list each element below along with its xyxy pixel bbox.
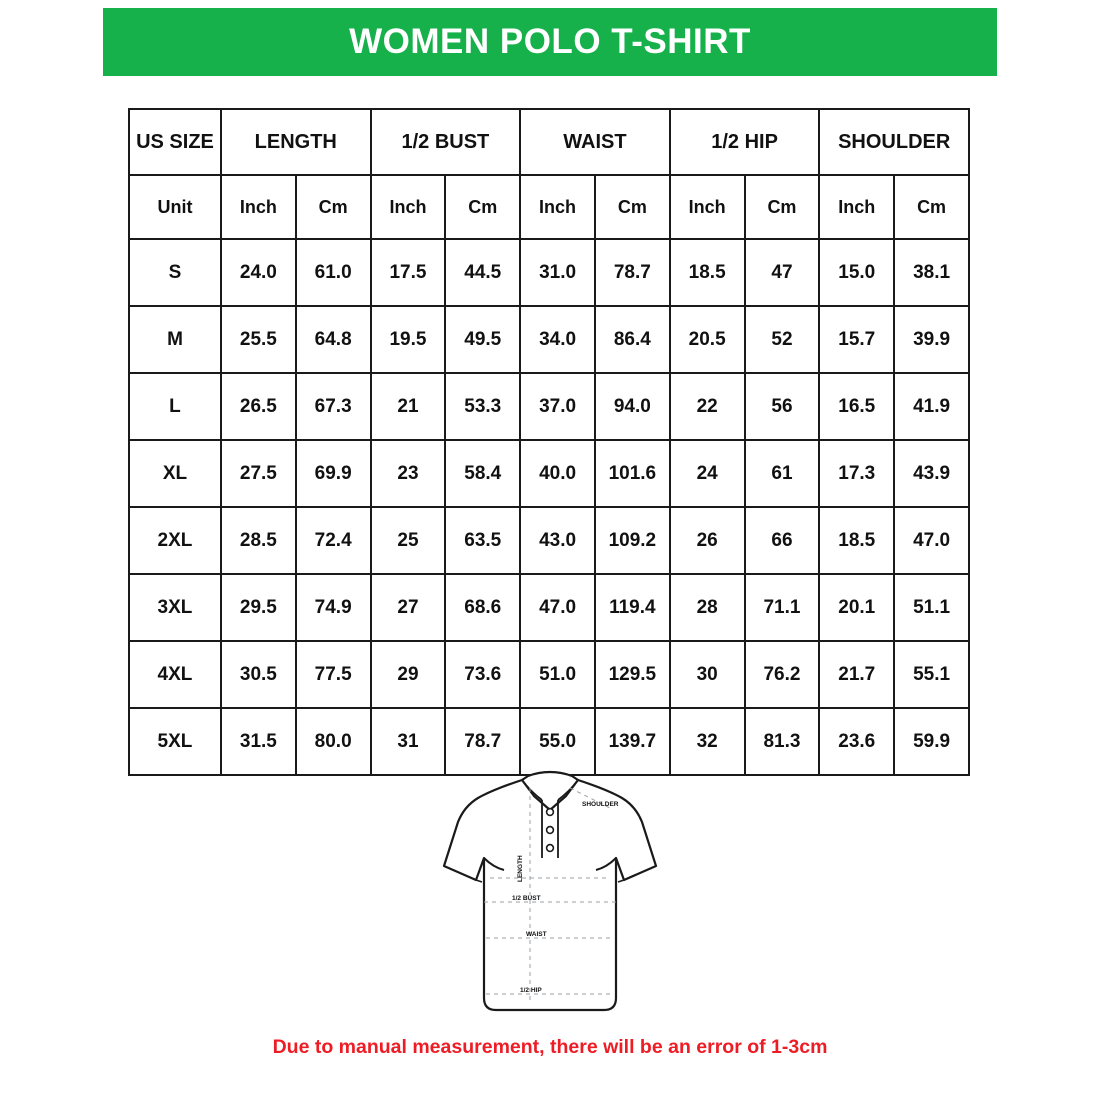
cell-waist-cm: 101.6: [595, 440, 670, 507]
cell-shoulder-cm: 59.9: [894, 708, 969, 775]
cell-length-inch: 28.5: [221, 507, 296, 574]
cell-shoulder-inch: 15.0: [819, 239, 894, 306]
cell-length-cm: 67.3: [296, 373, 371, 440]
cell-waist-cm: 119.4: [595, 574, 670, 641]
size-table-container: [128, 108, 970, 776]
unit-waist-cm: Cm: [595, 175, 670, 239]
cell-half-bust-cm: 68.6: [445, 574, 520, 641]
cell-waist-inch: 34.0: [520, 306, 595, 373]
cell-shoulder-cm: 51.1: [894, 574, 969, 641]
cell-half-hip-inch: 30: [670, 641, 745, 708]
row-size-label: 3XL: [129, 574, 221, 641]
cell-length-inch: 31.5: [221, 708, 296, 775]
unit-half-bust-inch: Inch: [371, 175, 446, 239]
title-banner: [103, 8, 997, 76]
cell-waist-inch: 37.0: [520, 373, 595, 440]
table-row: [129, 239, 969, 306]
unit-row-label: Unit: [129, 175, 221, 239]
cell-shoulder-cm: 55.1: [894, 641, 969, 708]
cell-half-bust-inch: 31: [371, 708, 446, 775]
unit-shoulder-cm: Cm: [894, 175, 969, 239]
label-shoulder: SHOULDER: [582, 801, 619, 808]
cell-shoulder-cm: 39.9: [894, 306, 969, 373]
cell-waist-cm: 139.7: [595, 708, 670, 775]
cell-half-bust-inch: 29: [371, 641, 446, 708]
size-table: [128, 108, 970, 776]
cell-length-inch: 29.5: [221, 574, 296, 641]
header-group-waist: WAIST: [520, 109, 670, 175]
cell-half-bust-cm: 49.5: [445, 306, 520, 373]
label-half-hip: 1/2 HIP: [520, 987, 542, 994]
cell-half-hip-cm: 71.1: [745, 574, 820, 641]
header-group-shoulder: SHOULDER: [819, 109, 969, 175]
cell-half-bust-cm: 44.5: [445, 239, 520, 306]
cell-length-inch: 27.5: [221, 440, 296, 507]
cell-waist-cm: 129.5: [595, 641, 670, 708]
cell-length-cm: 80.0: [296, 708, 371, 775]
cell-shoulder-cm: 41.9: [894, 373, 969, 440]
table-row: [129, 440, 969, 507]
header-group-half-bust: 1/2 BUST: [371, 109, 521, 175]
cell-half-hip-cm: 61: [745, 440, 820, 507]
row-size-label: S: [129, 239, 221, 306]
cell-length-cm: 61.0: [296, 239, 371, 306]
cell-shoulder-inch: 17.3: [819, 440, 894, 507]
table-row: [129, 574, 969, 641]
table-row: [129, 641, 969, 708]
cell-half-bust-inch: 21: [371, 373, 446, 440]
cell-waist-cm: 78.7: [595, 239, 670, 306]
row-size-label: L: [129, 373, 221, 440]
cell-waist-inch: 31.0: [520, 239, 595, 306]
cell-waist-inch: 51.0: [520, 641, 595, 708]
cell-half-hip-inch: 18.5: [670, 239, 745, 306]
cell-half-bust-cm: 58.4: [445, 440, 520, 507]
cell-length-inch: 30.5: [221, 641, 296, 708]
row-size-label: 4XL: [129, 641, 221, 708]
label-half-bust: 1/2 BUST: [512, 895, 541, 902]
cell-shoulder-cm: 47.0: [894, 507, 969, 574]
cell-half-bust-inch: 27: [371, 574, 446, 641]
shirt-diagram: [430, 762, 670, 1024]
cell-length-cm: 69.9: [296, 440, 371, 507]
table-body: [129, 239, 969, 775]
cell-shoulder-inch: 23.6: [819, 708, 894, 775]
table-row: [129, 507, 969, 574]
cell-half-hip-cm: 76.2: [745, 641, 820, 708]
cell-length-inch: 24.0: [221, 239, 296, 306]
cell-half-bust-inch: 19.5: [371, 306, 446, 373]
page-title: WOMEN POLO T-SHIRT: [349, 22, 751, 61]
cell-half-bust-inch: 17.5: [371, 239, 446, 306]
cell-length-cm: 64.8: [296, 306, 371, 373]
cell-waist-inch: 40.0: [520, 440, 595, 507]
unit-half-hip-inch: Inch: [670, 175, 745, 239]
cell-waist-inch: 43.0: [520, 507, 595, 574]
cell-shoulder-cm: 43.9: [894, 440, 969, 507]
cell-waist-cm: 86.4: [595, 306, 670, 373]
cell-shoulder-inch: 16.5: [819, 373, 894, 440]
cell-half-bust-cm: 78.7: [445, 708, 520, 775]
unit-length-inch: Inch: [221, 175, 296, 239]
cell-half-bust-cm: 63.5: [445, 507, 520, 574]
cell-length-inch: 25.5: [221, 306, 296, 373]
cell-shoulder-inch: 20.1: [819, 574, 894, 641]
cell-half-hip-inch: 22: [670, 373, 745, 440]
unit-half-bust-cm: Cm: [445, 175, 520, 239]
cell-half-bust-inch: 23: [371, 440, 446, 507]
cell-half-bust-cm: 53.3: [445, 373, 520, 440]
row-size-label: M: [129, 306, 221, 373]
cell-length-cm: 72.4: [296, 507, 371, 574]
row-size-label: 2XL: [129, 507, 221, 574]
cell-half-hip-cm: 81.3: [745, 708, 820, 775]
cell-half-hip-cm: 52: [745, 306, 820, 373]
cell-shoulder-inch: 15.7: [819, 306, 894, 373]
table-unit-row: [129, 175, 969, 239]
cell-half-hip-inch: 26: [670, 507, 745, 574]
cell-length-cm: 74.9: [296, 574, 371, 641]
header-us-size: US SIZE: [129, 109, 221, 175]
header-group-length: LENGTH: [221, 109, 371, 175]
cell-waist-cm: 109.2: [595, 507, 670, 574]
cell-half-hip-inch: 20.5: [670, 306, 745, 373]
unit-length-cm: Cm: [296, 175, 371, 239]
measurement-note: Due to manual measurement, there will be an error of 1-3cm: [272, 1036, 828, 1058]
table-header-row: [129, 109, 969, 175]
cell-half-hip-cm: 47: [745, 239, 820, 306]
cell-waist-inch: 47.0: [520, 574, 595, 641]
cell-half-hip-inch: 24: [670, 440, 745, 507]
cell-shoulder-cm: 38.1: [894, 239, 969, 306]
unit-half-hip-cm: Cm: [745, 175, 820, 239]
label-waist: WAIST: [526, 931, 547, 938]
table-row: [129, 373, 969, 440]
row-size-label: XL: [129, 440, 221, 507]
cell-waist-inch: 55.0: [520, 708, 595, 775]
cell-length-cm: 77.5: [296, 641, 371, 708]
cell-half-bust-inch: 25: [371, 507, 446, 574]
cell-half-hip-inch: 32: [670, 708, 745, 775]
cell-half-hip-cm: 66: [745, 507, 820, 574]
cell-shoulder-inch: 18.5: [819, 507, 894, 574]
unit-shoulder-inch: Inch: [819, 175, 894, 239]
cell-half-hip-cm: 56: [745, 373, 820, 440]
row-size-label: 5XL: [129, 708, 221, 775]
cell-waist-cm: 94.0: [595, 373, 670, 440]
cell-length-inch: 26.5: [221, 373, 296, 440]
header-group-half-hip: 1/2 HIP: [670, 109, 820, 175]
cell-shoulder-inch: 21.7: [819, 641, 894, 708]
label-length: LENGTH: [517, 855, 524, 882]
table-row: [129, 306, 969, 373]
cell-half-hip-inch: 28: [670, 574, 745, 641]
cell-half-bust-cm: 73.6: [445, 641, 520, 708]
unit-waist-inch: Inch: [520, 175, 595, 239]
